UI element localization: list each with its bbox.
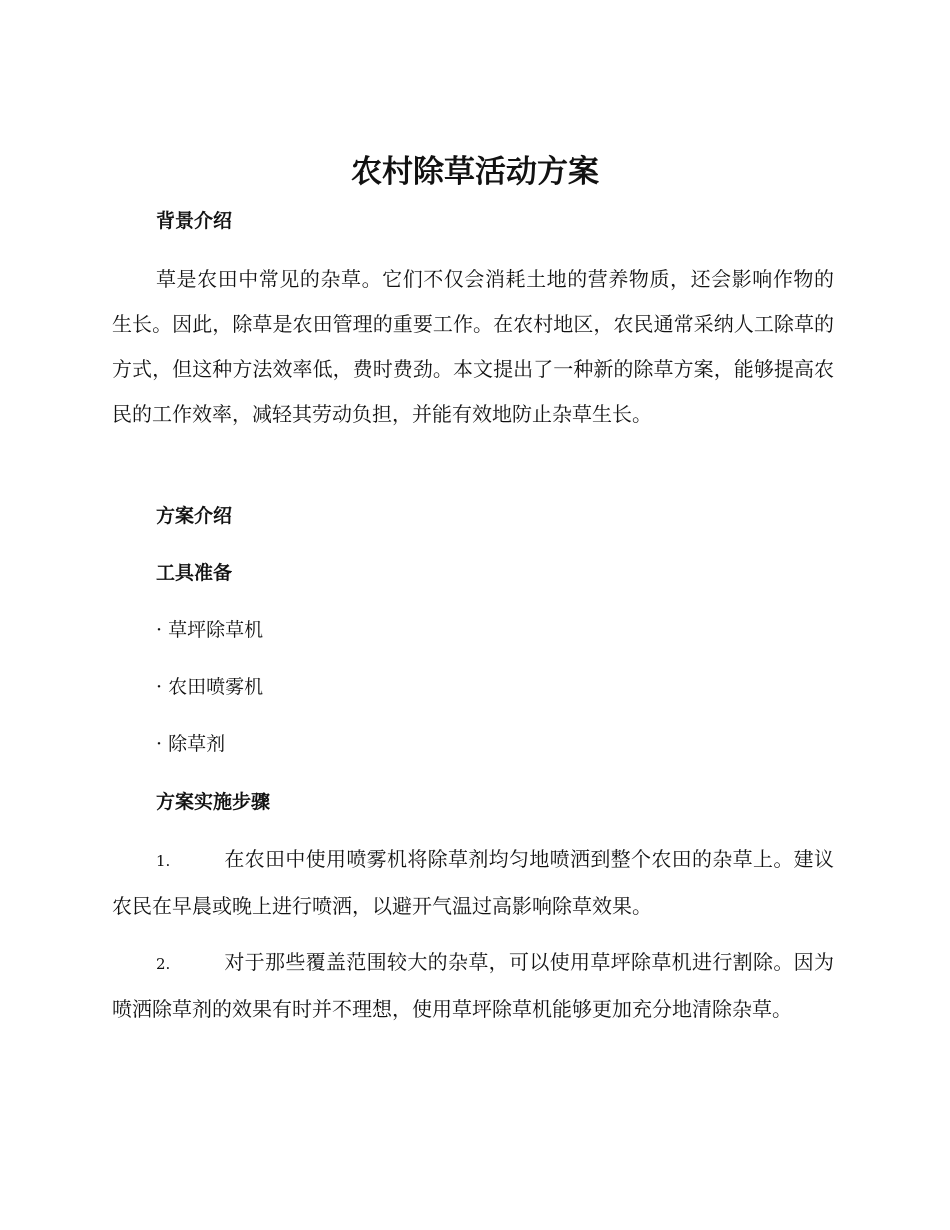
tool-item-sprayer: · 农田喷雾机 (156, 676, 264, 698)
step-number: 1. (156, 852, 171, 870)
step-item-2 (112, 940, 834, 1032)
background-paragraph: 草是农田中常见的杂草。它们不仅会消耗土地的营养物质，还会影响作物的生长。因此，除草是农田管理的重要工作。在农村地区，农民通常采纳人工除草的方式，但这种方法效率低，费时费劲。本文提出了一种新的除草方案，能够提高农民的工作效率，减轻其劳动负担，并能有效地防止杂草生长。 (112, 267, 834, 426)
tool-item-lawn-mower: · 草坪除草机 (156, 619, 264, 641)
background-heading: 背景介绍 (156, 210, 233, 232)
step-number: 2. (156, 955, 171, 973)
steps-heading: 方案实施步骤 (156, 791, 271, 813)
plan-heading: 方案介绍 (156, 505, 233, 527)
step-item-1 (112, 837, 834, 929)
step-text: 对于那些覆盖范围较大的杂草，可以使用草坪除草机进行割除。因为喷洒除草剂的效果有时并不理想，使用草坪除草机能够更加充分地清除杂草。 (112, 950, 834, 1021)
step-text: 在农田中使用喷雾机将除草剂均匀地喷洒到整个农田的杂草上。建议农民在早晨或晚上进行喷洒，以避开气温过高影响除草效果。 (112, 847, 834, 918)
document-title: 农村除草活动方案 (351, 154, 599, 190)
tools-heading: 工具准备 (156, 562, 233, 584)
tool-item-herbicide: · 除草剂 (156, 733, 226, 755)
